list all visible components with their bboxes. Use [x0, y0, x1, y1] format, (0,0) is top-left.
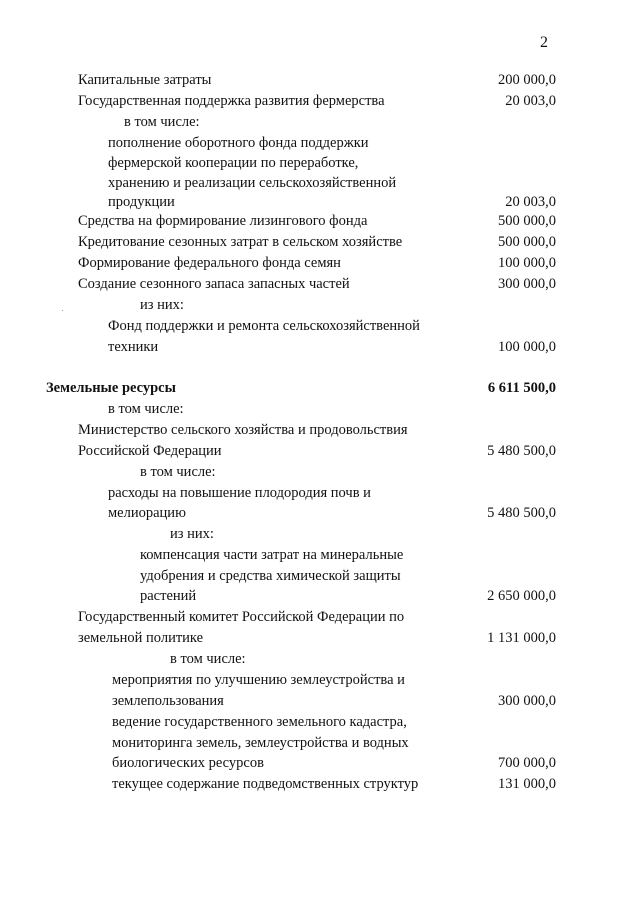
section-title: Земельные ресурсы	[46, 380, 176, 396]
row-label: в том числе:	[124, 114, 200, 130]
row-label: земельной политике	[78, 630, 204, 646]
row-label: Капитальные затраты	[78, 72, 212, 88]
row-label: продукции	[108, 194, 175, 210]
row-value: 1 131 000,0	[487, 630, 556, 646]
row-label: Средства на формирование лизингового фонда	[78, 213, 368, 229]
row-label: Государственный комитет Российской Федерации по	[78, 609, 405, 625]
row-value: 200 000,0	[498, 72, 556, 88]
row-value: 5 480 500,0	[487, 505, 556, 521]
row-value: 100 000,0	[498, 339, 556, 355]
row-label: Кредитование сезонных затрат в сельском хозяйстве	[78, 234, 403, 250]
row-label: техники	[108, 339, 159, 355]
row-value: 700 000,0	[498, 755, 556, 771]
row-value: 5 480 500,0	[487, 443, 556, 459]
row-label: ведение государственного земельного кадастра,	[112, 714, 407, 730]
row-label: мелиорацию	[108, 505, 186, 521]
row-label: в том числе:	[170, 651, 246, 667]
row-label: расходы на повышение плодородия почв и	[108, 485, 371, 501]
row-value: 500 000,0	[498, 213, 556, 229]
row-label: в том числе:	[140, 464, 216, 480]
row-label: удобрения и средства химической защиты	[140, 568, 401, 584]
row-label: землепользования	[112, 693, 224, 709]
row-label: Создание сезонного запаса запасных частей	[78, 276, 350, 292]
row-value: 100 000,0	[498, 255, 556, 271]
row-label: мероприятия по улучшению землеустройства и	[112, 672, 405, 688]
row-label: биологических ресурсов	[112, 755, 264, 771]
row-label: Министерство сельского хозяйства и продовольствия	[78, 422, 408, 438]
row-value: 300 000,0	[498, 693, 556, 709]
row-label: в том числе:	[108, 401, 184, 417]
row-value: 2 650 000,0	[487, 588, 556, 604]
row-label: из них:	[140, 297, 184, 313]
row-label: растений	[140, 588, 197, 604]
row-label: Формирование федерального фонда семян	[78, 255, 341, 271]
row-value: 20 003,0	[505, 93, 556, 109]
row-value: 500 000,0	[498, 234, 556, 250]
row-label: текущее содержание подведомственных структур	[112, 776, 419, 792]
row-label: компенсация части затрат на минеральные	[140, 547, 404, 563]
page-number: 2	[540, 34, 548, 51]
row-label: Государственная поддержка развития фермерства	[78, 93, 385, 109]
row-value: 131 000,0	[498, 776, 556, 792]
row-label: Фонд поддержки и ремонта сельскохозяйственной	[108, 318, 420, 334]
row-label: хранению и реализации сельскохозяйственной	[108, 175, 397, 191]
row-label: Российской Федерации	[78, 443, 222, 459]
row-label: пополнение оборотного фонда поддержки	[108, 135, 369, 151]
section-total: 6 611 500,0	[487, 380, 556, 396]
row-value: 300 000,0	[498, 276, 556, 292]
row-label: мониторинга земель, землеустройства и водных	[112, 735, 409, 751]
row-value: 20 003,0	[505, 194, 556, 210]
scan-dot	[62, 310, 63, 311]
row-label: из них:	[170, 526, 214, 542]
row-label: фермерской кооперации по переработке,	[108, 155, 359, 171]
